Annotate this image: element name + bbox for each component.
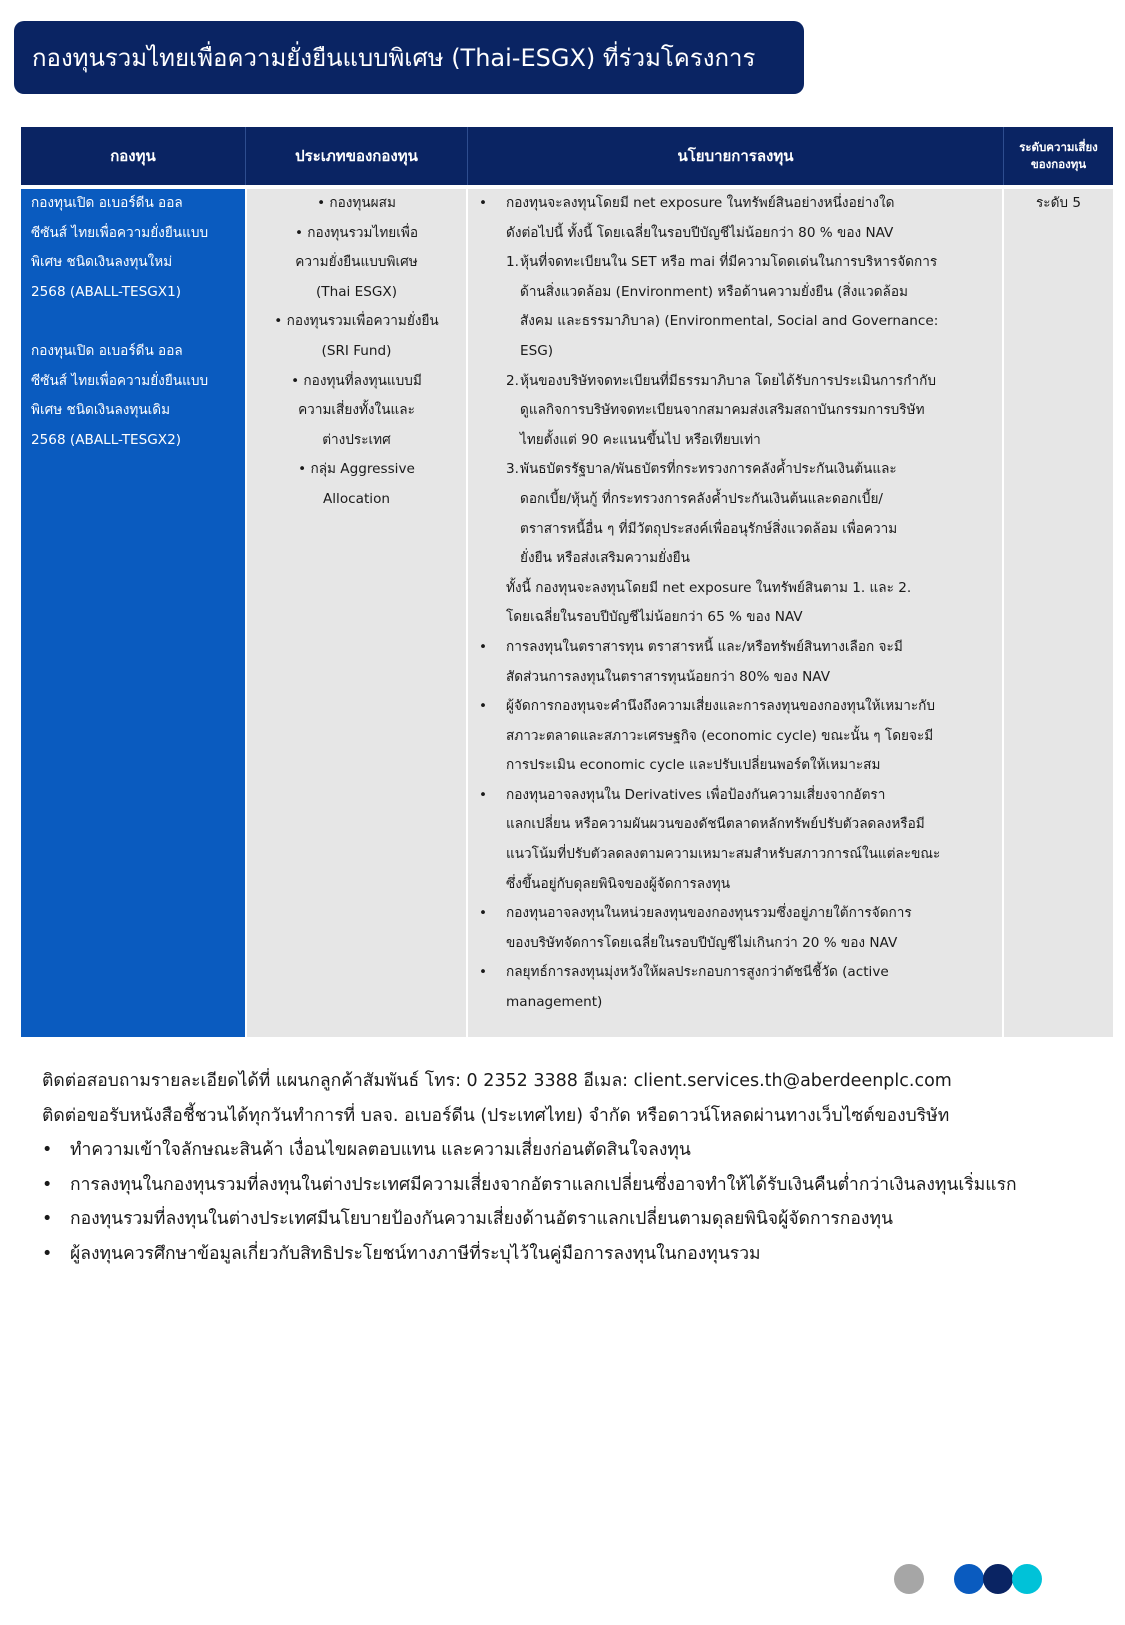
blue-dot-icon <box>954 1564 984 1594</box>
policy-cell <box>468 189 1002 1037</box>
fund-type-item: (SRI Fund) <box>321 342 392 359</box>
fund-type-item: • กองทุนผสม <box>317 195 396 211</box>
contact-footer <box>42 1064 1112 1271</box>
fund-type-item: • กองทุนที่ลงทุนแบบมี <box>291 372 422 389</box>
fund-name-line: พิเศษ ชนิดเงินลงทุนเดิม <box>31 402 171 419</box>
fund-type-item: Allocation <box>322 490 390 507</box>
fund-type-cell <box>247 189 466 1037</box>
policy-bullet: • การลงทุนในตราสารทุน ตราสารหนี้ และ/หรือทรัพย์สินทางเลือก จะมี สัดส่วนการลงทุนในตราสารทุนน้อยกว่า 80% ของ NAV <box>478 638 903 685</box>
fund-type-item: (Thai ESGX) <box>315 283 398 300</box>
policy-continuation: ทั้งนี้ กองทุนจะลงทุนโดยมี net exposure ในทรัพย์สินตาม 1. และ 2. โดยเฉลี่ยในรอบปีบัญชีไม่น้อยกว่า 65 % ของ NAV <box>506 579 912 626</box>
page-title: กองทุนรวมไทยเพื่อความยั่งยืนแบบพิเศษ (Thai-ESGX) ที่ร่วมโครงการ <box>14 21 804 94</box>
fund-name-line: พิเศษ ชนิดเงินลงทุนใหม่ <box>31 254 173 271</box>
cyan-dot-icon <box>1012 1564 1042 1594</box>
policy-bullet: • กองทุนอาจลงทุนใน Derivatives เพื่อป้องกันความเสี่ยงจากอัตรา แลกเปลี่ยน หรือความผันผวนของดัชนีตลาดหลักทรัพย์ปรับตัวลดลงหรือมี แนวโน้มที่ปรับตัวลดลงตามความเหมาะสมสำหรับสภาวการณ์ในแต่ละขณะ ซึ่งขึ้นอยู่กับดุลยพินิจของผู้จัดการลงทุน <box>478 786 941 892</box>
risk-level-cell <box>1004 189 1113 1037</box>
fund-type-item: • กองทุนรวมเพื่อความยั่งยืน <box>274 313 439 330</box>
fund-table <box>21 127 1113 1037</box>
fund-type-item: • กลุ่ม Aggressive <box>298 461 415 478</box>
policy-bullet: • ผู้จัดการกองทุนจะคำนึงถึงความเสี่ยงและการลงทุนของกองทุนให้เหมาะกับ สภาวะตลาดและสภาวะเศรษฐกิจ (economic cycle) ขณะนั้น ๆ โดยจะมี การประเมิน economic cycle และปรับเปลี่ยนพอร์ตให้เหมาะสม <box>478 698 935 774</box>
contact-line: ติดต่อสอบถามรายละเอียดได้ที่ แผนกลูกค้าสัมพันธ์ โทร: 0 2352 3388 อีเมล: client.services.th@aberdeenplc.com <box>42 1071 952 1091</box>
fund-type-item: • กองทุนรวมไทยเพื่อ <box>294 224 419 241</box>
fund-type-item: ต่างประเทศ <box>322 431 391 448</box>
fund-name-line: ซีซันส์ ไทยเพื่อความยั่งยืนแบบ <box>31 372 209 389</box>
warning-item: • ผู้ลงทุนควรศึกษาข้อมูลเกี่ยวกับสิทธิประโยชน์ทางภาษีที่ระบุไว้ในคู่มือการลงทุนในกองทุนรวม <box>42 1243 761 1264</box>
warning-item: • ทำความเข้าใจลักษณะสินค้า เงื่อนไขผลตอบแทน และความเสี่ยงก่อนตัดสินใจลงทุน <box>42 1140 691 1160</box>
risk-level: ระดับ 5 <box>1035 195 1082 211</box>
policy-bullet: • กลยุทธ์การลงทุนมุ่งหวังให้ผลประกอบการสูงกว่าดัชนีชี้วัด (active management) <box>478 964 889 1011</box>
header-fund: กองทุน <box>21 127 245 185</box>
policy-numbered-item: 2. หุ้นของบริษัทจดทะเบียนที่มีธรรมาภิบาล โดยได้รับการประเมินการกำกับ ดูแลกิจการบริษัทจดทะเบียนจากสมาคมส่งเสริมสถาบันกรรมการบริษัท ไทยตั้งแต่ 90 คะแนนขึ้นไป หรือเทียบเท่า <box>506 372 936 448</box>
fund-name-line: 2568 (ABALL-TESGX2) <box>31 431 182 448</box>
grey-dot-icon <box>894 1564 924 1594</box>
fund-name-line: กองทุนเปิด อเบอร์ดีน ออล <box>31 342 183 359</box>
header-policy: นโยบายการลงทุน <box>468 127 1003 185</box>
header-risk: ระดับความเสี่ยง ของกองทุน <box>1004 127 1113 185</box>
fund-names-cell <box>21 189 245 1037</box>
warning-item: • การลงทุนในกองทุนรวมที่ลงทุนในต่างประเทศมีความเสี่ยงจากอัตราแลกเปลี่ยนซึ่งอาจทำให้ได้รับเงินคืนต่ำกว่าเงินลงทุนเริ่มแรก <box>42 1174 1017 1195</box>
prospectus-line: ติดต่อขอรับหนังสือชี้ชวนได้ทุกวันทำการที่ บลจ. อเบอร์ดีน (ประเทศไทย) จำกัด หรือดาวน์โหลดผ่านทางเว็บไซต์ของบริษัท <box>42 1105 950 1126</box>
header-fund-type: ประเภทของกองทุน <box>246 127 467 185</box>
decorative-dots <box>0 1564 1125 1598</box>
navy-dot-icon <box>983 1564 1013 1594</box>
fund-type-item: ความเสี่ยงทั้งในและ <box>298 402 415 419</box>
fund-name-line: 2568 (ABALL-TESGX1) <box>31 283 182 300</box>
fund-type-item: ความยั่งยืนแบบพิเศษ <box>295 254 418 271</box>
warning-item: • กองทุนรวมที่ลงทุนในต่างประเทศมีนโยบายป้องกันความเสี่ยงด้านอัตราแลกเปลี่ยนตามดุลยพินิจผู้จัดการกองทุน <box>42 1209 893 1229</box>
policy-numbered-item: 1. หุ้นที่จดทะเบียนใน SET หรือ mai ที่มีความโดดเด่นในการบริหารจัดการ ด้านสิ่งแวดล้อม (Environment) หรือด้านความยั่งยืน (สิ่งแวดล้อม สังคม และธรรมาภิบาล) (Environmental, Social and Governance: ESG) <box>506 254 939 359</box>
fund-name-line: ซีซันส์ ไทยเพื่อความยั่งยืนแบบ <box>31 224 209 241</box>
policy-bullet: • กองทุนอาจลงทุนในหน่วยลงทุนของกองทุนรวมซึ่งอยู่ภายใต้การจัดการ ของบริษัทจัดการโดยเฉลี่ยในรอบปีบัญชีไม่เกินกว่า 20 % ของ NAV <box>478 905 912 951</box>
policy-bullet: • กองทุนจะลงทุนโดยมี net exposure ในทรัพย์สินอย่างหนึ่งอย่างใด ดังต่อไปนี้ ทั้งนี้ โดยเฉลี่ยในรอบปีบัญชีไม่น้อยกว่า 80 % ของ NAV <box>478 195 895 241</box>
policy-numbered-item: 3. พันธบัตรรัฐบาล/พันธบัตรที่กระทรวงการคลังค้ำประกันเงินต้นและ ดอกเบี้ย/หุ้นกู้ ที่กระทรวงการคลังค้ำประกันเงินต้นและดอกเบี้ย/ ตราสารหนี้อื่น ๆ ที่มีวัตถุประสงค์เพื่ออนุรักษ์สิ่งแวดล้อม เพื่อความ ยั่งยืน หรือส่งเสริมความยั่งยืน <box>506 461 898 567</box>
fund-name-line: กองทุนเปิด อเบอร์ดีน ออล <box>31 195 183 211</box>
